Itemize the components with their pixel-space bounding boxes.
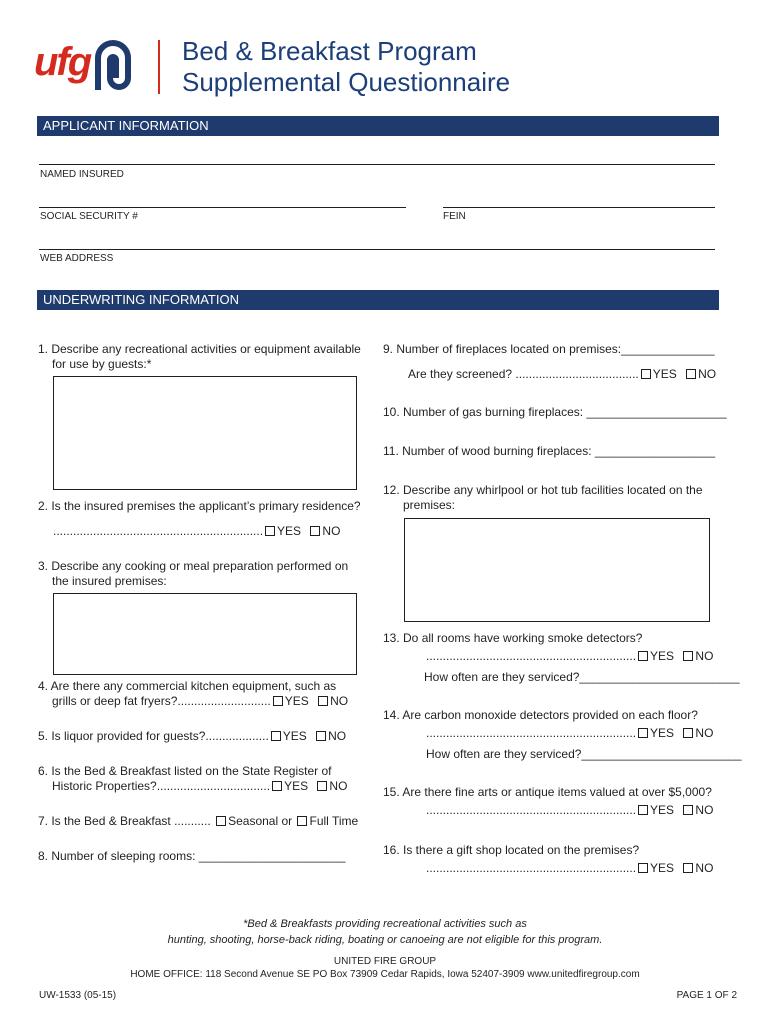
web-address-label: WEB ADDRESS: [40, 253, 114, 264]
q14-text: 14. Are carbon monoxide detectors provided on each floor?: [383, 708, 698, 722]
q15-text: 15. Are there fine arts or antique items valued at over $5,000?: [383, 785, 712, 799]
footnote-line-2: hunting, shooting, horse-back riding, boating or canoeing are not eligible for this program.: [167, 934, 603, 946]
q11-text: 11. Number of wood burning fireplaces: __________________: [383, 444, 716, 458]
ufg-logo: [34, 40, 90, 90]
ssn-field[interactable]: [39, 207, 406, 208]
q14-options: ............................................................... YES NO: [426, 726, 714, 740]
q1-text: 1. Describe any recreational activities or equipment available for use by guests:*: [38, 342, 361, 371]
q12-text: 12. Describe any whirlpool or hot tub facilities located on the premises:: [383, 483, 703, 512]
applicant-section-header: APPLICANT INFORMATION: [37, 116, 719, 136]
q4-no-checkbox[interactable]: [318, 696, 328, 706]
q13-options: ............................................................... YES NO: [426, 649, 714, 663]
title-line-1: Bed & Breakfast Program: [182, 36, 477, 66]
ssn-label: SOCIAL SECURITY #: [40, 211, 138, 222]
q9-yes-checkbox[interactable]: [641, 369, 651, 379]
q14-serviced: How often are they serviced?________________________: [426, 747, 742, 761]
q12-answer-box[interactable]: [404, 518, 710, 622]
q7-full-time-checkbox[interactable]: [297, 816, 307, 826]
logo-text: ufg: [34, 40, 91, 84]
form-id: UW-1533 (05-15): [39, 990, 117, 1001]
q5-no-checkbox[interactable]: [316, 731, 326, 741]
q2-options: ............................................................... YES NO: [53, 524, 341, 538]
q14-yes-checkbox[interactable]: [638, 728, 648, 738]
q2-yes-checkbox[interactable]: [265, 526, 275, 536]
q16-no-checkbox[interactable]: [683, 863, 693, 873]
q15-yes-checkbox[interactable]: [638, 805, 648, 815]
company-address: HOME OFFICE: 118 Second Avenue SE PO Box 73909 Cedar Rapids, Iowa 52407-3909 www.unitedfiregroup.com: [130, 969, 640, 980]
q6-text: 6. Is the Bed & Breakfast listed on the State Register of Historic Properties?.................................. YES NO: [38, 764, 348, 793]
q6-yes-checkbox[interactable]: [272, 781, 282, 791]
q4-yes-checkbox[interactable]: [273, 696, 283, 706]
company-name: UNITED FIRE GROUP: [333, 956, 437, 967]
page-title: [182, 36, 510, 98]
q9-text: 9. Number of fireplaces located on premises:______________: [383, 342, 715, 356]
footnote-line-1: *Bed & Breakfasts providing recreational activities such as: [243, 918, 527, 930]
ufg-logo-mark-icon: [92, 38, 134, 96]
q9-screened: Are they screened? ..................................... YES NO: [408, 367, 717, 381]
q7-seasonal-checkbox[interactable]: [216, 816, 226, 826]
q15-no-checkbox[interactable]: [683, 805, 693, 815]
q5-yes-checkbox[interactable]: [271, 731, 281, 741]
q16-text: 16. Is there a gift shop located on the premises?: [383, 843, 640, 857]
header-divider: [158, 40, 160, 94]
underwriting-section-header: UNDERWRITING INFORMATION: [37, 290, 719, 310]
fein-label: FEIN: [443, 211, 466, 222]
q14-no-checkbox[interactable]: [683, 728, 693, 738]
q1-answer-box[interactable]: [53, 376, 357, 490]
q6-no-checkbox[interactable]: [317, 781, 327, 791]
q13-serviced: How often are they serviced?________________________: [424, 670, 740, 684]
q2-text: 2. Is the insured premises the applicant’s primary residence?: [38, 499, 361, 513]
q7-text: 7. Is the Bed & Breakfast ........... Seasonal or Full Time: [38, 814, 359, 828]
q16-yes-checkbox[interactable]: [638, 863, 648, 873]
q13-text: 13. Do all rooms have working smoke detectors?: [383, 631, 643, 645]
page-number: PAGE 1 OF 2: [676, 990, 737, 1001]
q13-no-checkbox[interactable]: [683, 651, 693, 661]
q3-text: 3. Describe any cooking or meal preparation performed on the insured premises:: [38, 559, 349, 588]
q8-text: 8. Number of sleeping rooms: ______________________: [38, 849, 346, 863]
q15-options: ............................................................... YES NO: [426, 803, 714, 817]
q2-no-checkbox[interactable]: [310, 526, 320, 536]
named-insured-field[interactable]: [39, 164, 715, 165]
q3-answer-box[interactable]: [53, 593, 357, 675]
named-insured-label: NAMED INSURED: [40, 169, 124, 180]
q9-no-checkbox[interactable]: [686, 369, 696, 379]
q10-text: 10. Number of gas burning fireplaces: _____________________: [383, 405, 727, 419]
fein-field[interactable]: [443, 207, 715, 208]
q16-options: ............................................................... YES NO: [426, 861, 714, 875]
web-address-field[interactable]: [39, 249, 715, 250]
q13-yes-checkbox[interactable]: [638, 651, 648, 661]
q5-text: 5. Is liquor provided for guests?................... YES NO: [38, 729, 347, 743]
q4-text: 4. Are there any commercial kitchen equipment, such as grills or deep fat fryers?............................ YES NO: [38, 679, 349, 708]
title-line-2: Supplemental Questionnaire: [182, 67, 511, 97]
